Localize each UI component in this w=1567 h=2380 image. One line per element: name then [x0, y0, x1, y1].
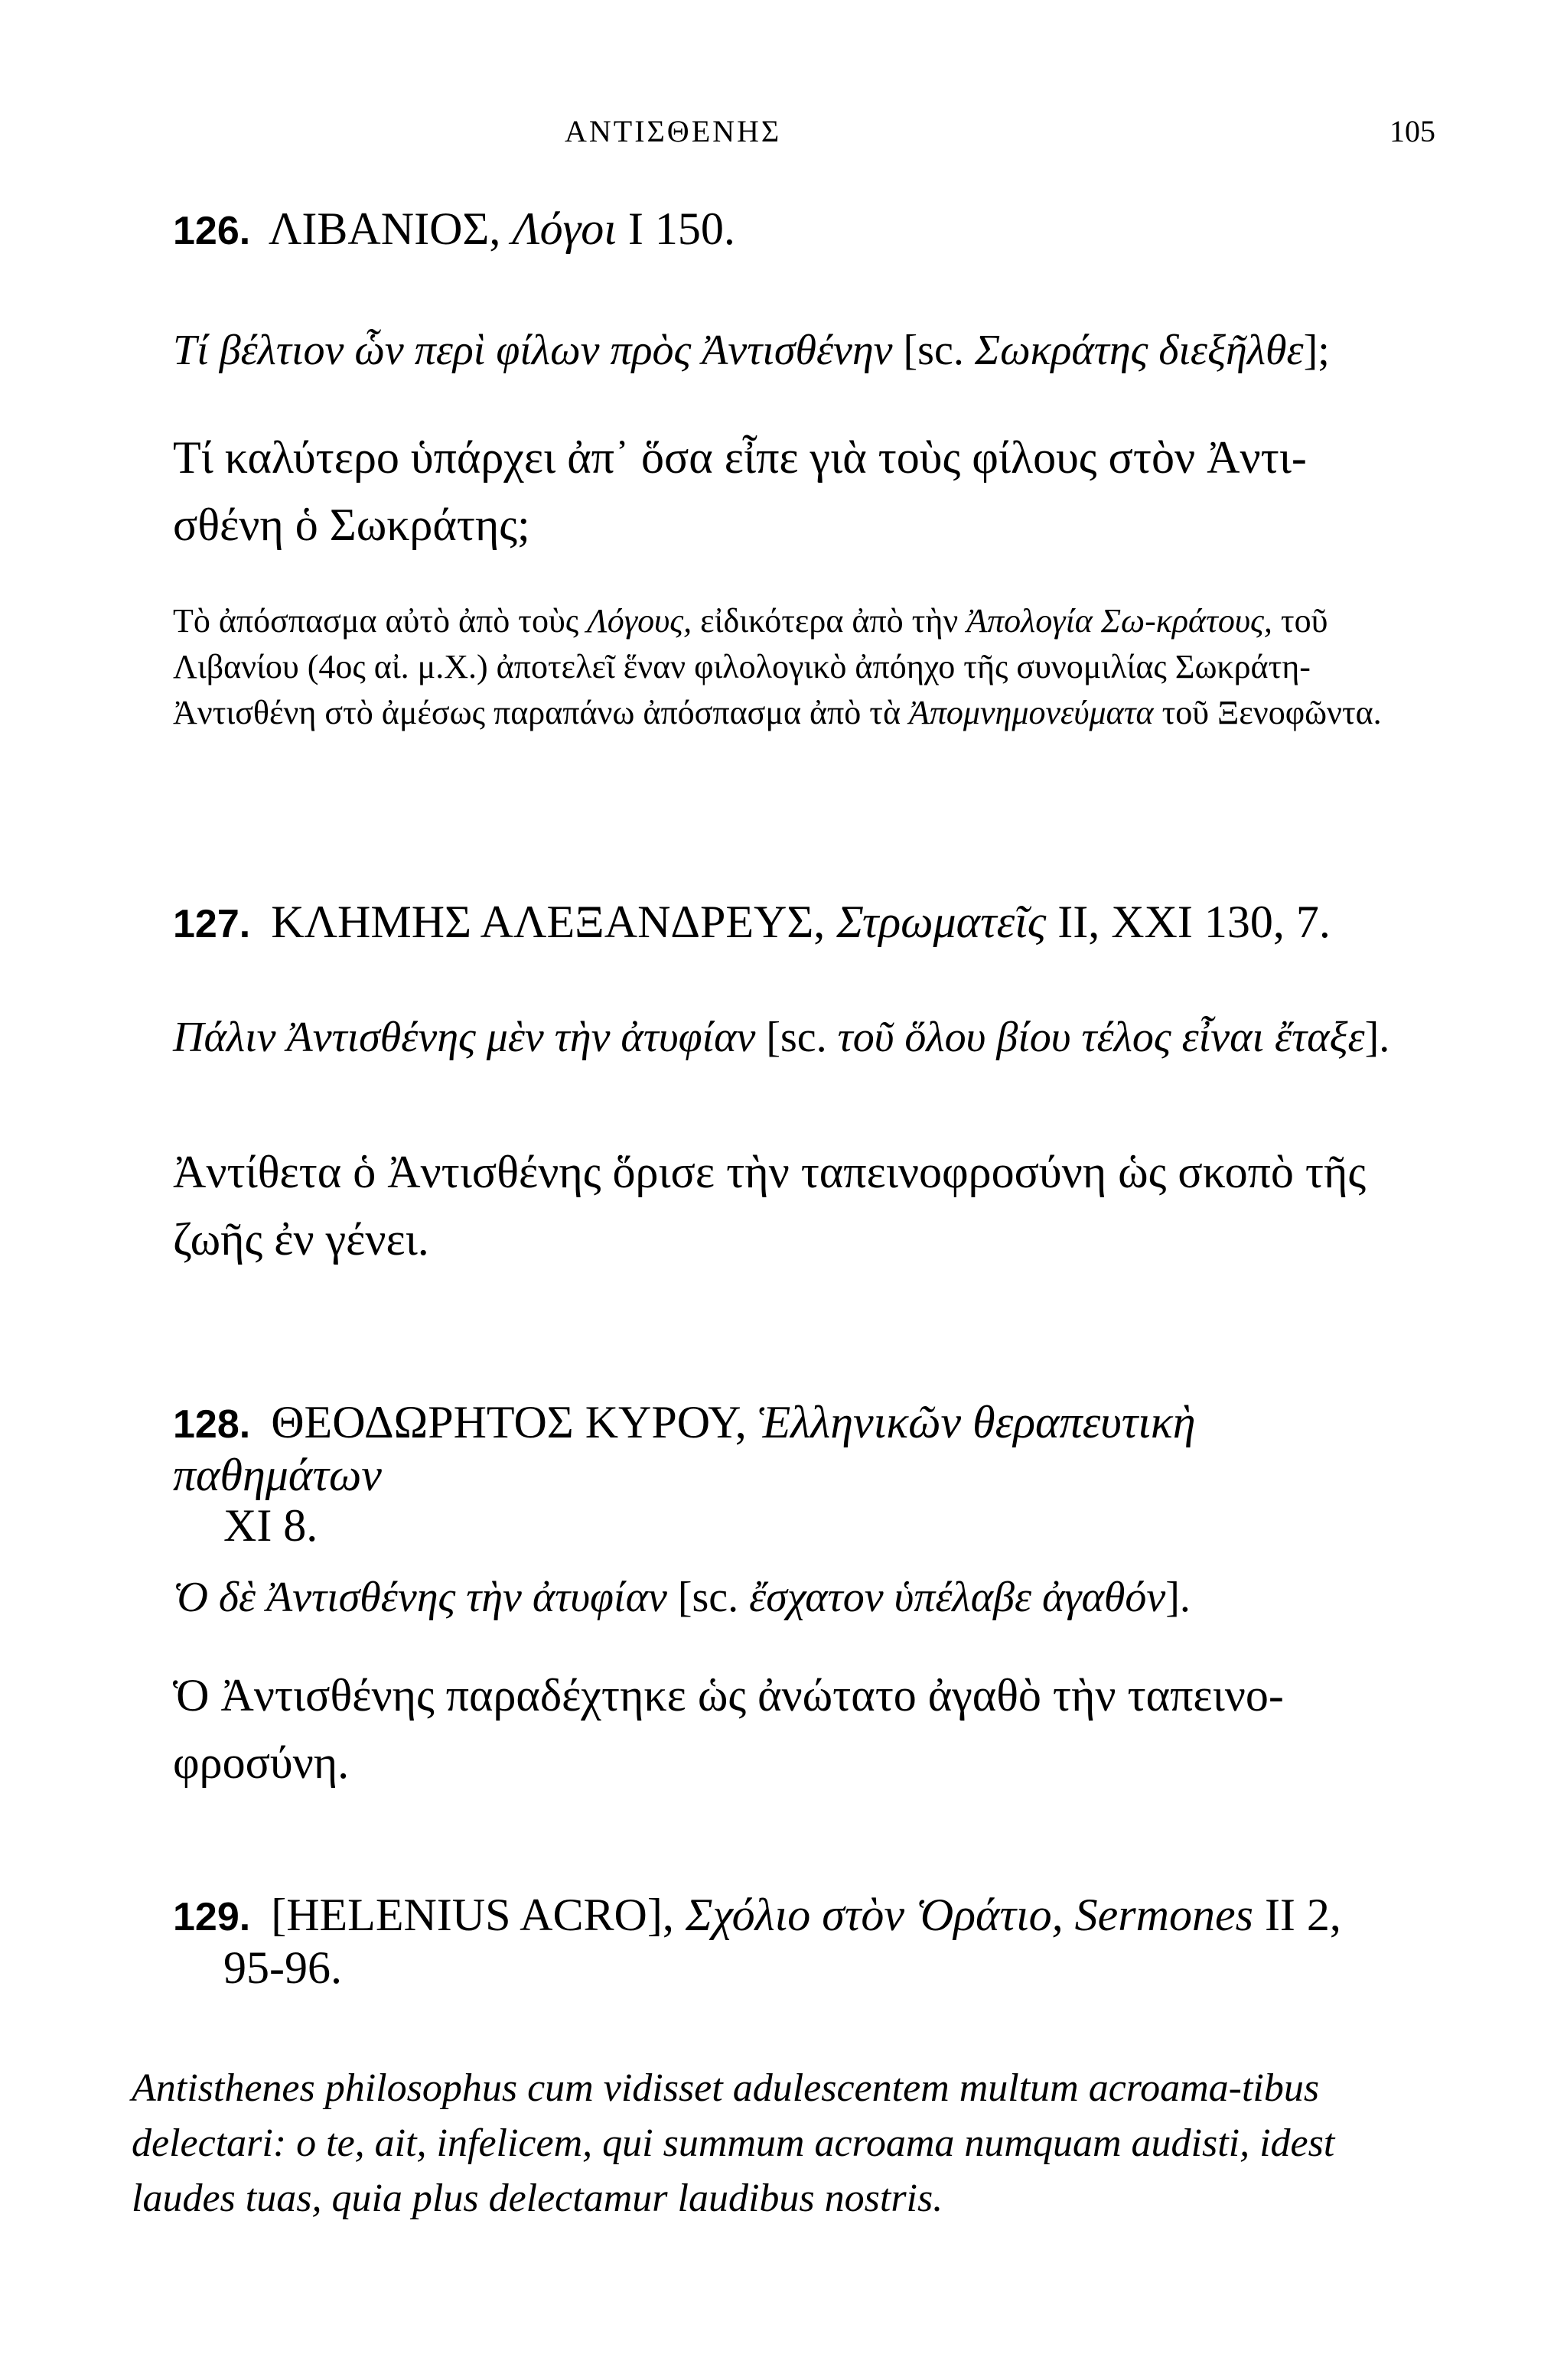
entry-127-heading	[173, 897, 1412, 949]
entry-reference: ΙΙ, XXI 130, 7.	[1057, 897, 1331, 947]
quote-text: Ὁ δὲ Ἀντισθένης τὴν ἀτυφίαν	[173, 1574, 667, 1621]
entry-127-greek-quote	[173, 1005, 1412, 1070]
quote-sc: [sc.	[903, 327, 964, 374]
quote-text-2: τοῦ ὅλου βίου τέλος εἶναι ἔταξε	[837, 1014, 1365, 1061]
entry-128-heading	[173, 1397, 1412, 1551]
quote-text: Τί βέλτιον ὧν περὶ φίλων πρὸς Ἀντισθένην	[173, 327, 893, 374]
quote-end: ];	[1303, 327, 1330, 374]
entry-work-latin: Sermones	[1074, 1890, 1253, 1940]
note-italic: Λόγους,	[587, 602, 692, 640]
quote-end: ].	[1364, 1014, 1390, 1061]
note-text: τοῦ Ξενοφῶντα.	[1161, 694, 1382, 731]
entry-126-translation: Τί καλύτερο ὑπάρχει ἀπ᾽ ὅσα εἶπε γιὰ τοὺς φίλους στὸν Ἀντι-σθένη ὁ Σωκράτης;	[173, 432, 1307, 550]
entry-number: 128.	[173, 1402, 251, 1447]
entry-127-translation: Ἀντίθετα ὁ Ἀντισθένης ὅρισε τὴν ταπεινοφροσύνη ὡς σκοπὸ τῆς ζωῆς ἐν γένει.	[173, 1147, 1367, 1265]
entry-author: ΚΛΗΜΗΣ ΑΛΕΞΑΝΔΡΕΥΣ,	[271, 897, 826, 947]
note-italic: Ἀπομνημονεύματα	[909, 694, 1154, 731]
entry-126-greek-quote	[173, 318, 1412, 383]
entry-number: 129.	[173, 1895, 251, 1939]
quote-text-2: ἔσχατον ὑπέλαβε ἀγαθόν	[749, 1574, 1166, 1621]
entry-work: Σχόλιο στὸν Ὁράτιο,	[685, 1890, 1064, 1940]
quote-text-2: Σωκράτης διεξῆλθε	[974, 327, 1304, 374]
entry-author: ΛΙΒΑΝΙΟΣ,	[268, 203, 501, 254]
entry-number: 127.	[173, 902, 251, 946]
quote-sc: [sc.	[677, 1574, 739, 1621]
note-text: Τὸ ἀπόσπασμα αὐτὸ ἀπὸ τοὺς	[173, 602, 579, 640]
running-title: ΑΝΤΙΣΘΕΝΗΣ	[565, 114, 782, 148]
entry-reference: Ι 150.	[627, 203, 735, 254]
entry-work: Λόγοι	[512, 203, 617, 254]
entry-129-latin-text: Antisthenes philosophus cum vidisset adulescentem multum acroama-tibus delectari: o te, ait, infelicem, qui summum acroama numquam audisti, idest laudes tuas, quia plus delectamur laudibus nostris.	[132, 2066, 1335, 2220]
entry-126-heading	[173, 203, 1412, 256]
entry-reference: II 2,	[1264, 1890, 1341, 1940]
entry-128-translation: Ὁ Ἀντισθένης παραδέχτηκε ὡς ἀνώτατο ἀγαθὸ τὴν ταπεινο-φροσύνη.	[173, 1670, 1284, 1788]
entry-work: Στρωματεῖς	[836, 897, 1047, 947]
entry-author: ΘΕΟΔΩΡΗΤΟΣ ΚΥΡΟΥ,	[271, 1397, 747, 1447]
entry-work: Ἑλληνικῶν θεραπευτικὴ παθημάτων	[173, 1397, 1196, 1500]
quote-end: ].	[1165, 1574, 1191, 1621]
entry-129-heading	[173, 1890, 1412, 1993]
quote-sc: [sc.	[766, 1014, 827, 1061]
entry-number: 126.	[173, 209, 251, 253]
entry-126-note	[173, 598, 1412, 736]
quote-text: Πάλιν Ἀντισθένης μὲν τὴν ἀτυφίαν	[173, 1014, 756, 1061]
entry-reference-cont: 95-96.	[223, 1942, 342, 1993]
note-text: τοῦ Λιβανίου (4ος αἰ. μ.Χ.) ἀποτελεῖ ἕναν φιλολογικὸ ἀπόηχο τῆς συνομιλίας Σωκράτη-Ἀντισθένη στὸ ἀμέσως παραπάνω ἀπόσπασμα ἀπὸ τὰ	[173, 602, 1328, 731]
note-italic: Ἀπολογία Σω-κράτους,	[966, 602, 1272, 640]
note-text: εἰδικότερα ἀπὸ τὴν	[700, 602, 959, 640]
entry-author: [HELENIUS ACRO],	[271, 1890, 674, 1940]
page-number: 105	[1389, 114, 1435, 148]
entry-reference: XI 8.	[223, 1500, 318, 1551]
entry-128-greek-quote	[173, 1565, 1412, 1630]
